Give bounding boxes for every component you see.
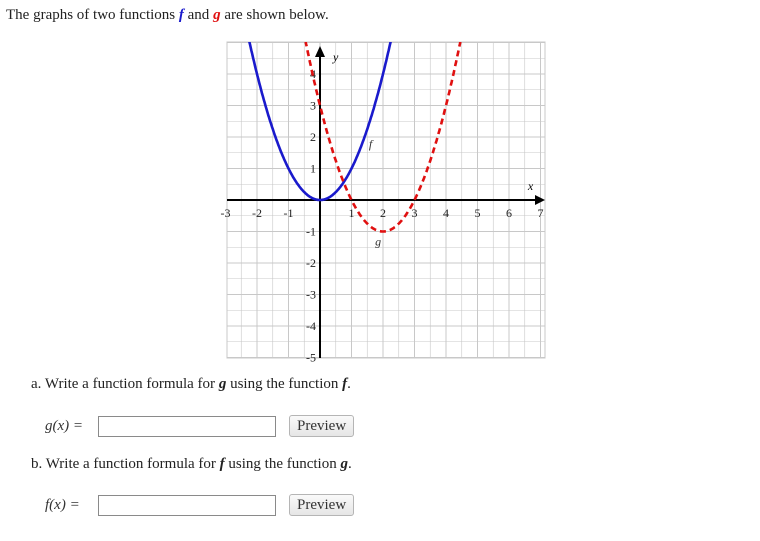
x-tick-label: 6: [506, 206, 512, 220]
answer-a-label-text: g(x) =: [45, 418, 84, 434]
answer-a-preview-button[interactable]: Preview: [289, 415, 354, 437]
y-tick-label: 2: [310, 130, 316, 144]
x-tick-label: -3: [220, 206, 231, 220]
x-tick-label: 1: [348, 206, 355, 220]
question-b-var2: g: [340, 456, 348, 472]
intro-text-and: and: [183, 7, 214, 23]
y-tick-label: -1: [306, 224, 316, 239]
y-tick-label: -3: [306, 287, 316, 302]
question-b-var1: f: [219, 456, 225, 472]
axes: [227, 46, 545, 358]
curve-g-label: g: [375, 234, 382, 249]
x-tick-label: 4: [443, 206, 449, 220]
question-b-middle: using the function: [224, 456, 341, 472]
x-tick-label: -1: [283, 206, 294, 220]
question-b-prefix: b. Write a function formula for: [31, 456, 220, 472]
y-axis-arrow: [315, 46, 325, 57]
question-b-suffix: .: [347, 456, 352, 472]
curve-f-label: f: [368, 137, 373, 152]
question-a-var2: f: [342, 376, 348, 392]
y-tick-label: 4: [310, 67, 316, 81]
y-tick-label: -5: [306, 350, 316, 365]
x-axis-label: x: [527, 179, 534, 193]
y-tick-label: 3: [310, 98, 316, 113]
function-g-name: g: [213, 7, 221, 23]
y-axis-label: y: [333, 50, 339, 64]
answer-b-label: [45, 497, 80, 514]
function-f-name: f: [178, 7, 184, 23]
answer-a-input[interactable]: [98, 416, 276, 437]
intro-text-before: The graphs of two functions: [6, 7, 179, 23]
question-a-var1: g: [218, 376, 227, 392]
intro-text-after: are shown below.: [220, 7, 329, 23]
answer-b-preview-button[interactable]: Preview: [289, 494, 354, 516]
y-tick-label: -4: [306, 319, 316, 333]
question-a-middle: using the function: [226, 376, 343, 392]
answer-a-label: [45, 418, 83, 435]
x-tick-label: 7: [537, 206, 544, 220]
x-tick-label: 2: [380, 206, 386, 220]
question-a: [31, 376, 351, 393]
question-b: [31, 456, 352, 473]
question-a-prefix: a. Write a function formula for: [31, 376, 219, 392]
x-tick-label: 3: [411, 206, 418, 220]
y-tick-label: 1: [310, 161, 316, 176]
answer-b-input[interactable]: [98, 495, 276, 516]
x-tick-label: 5: [474, 206, 481, 220]
x-tick-label: -2: [252, 206, 262, 220]
question-a-suffix: .: [347, 376, 351, 392]
answer-b-label-text: f(x) =: [45, 497, 80, 513]
y-tick-label: -2: [306, 256, 316, 270]
